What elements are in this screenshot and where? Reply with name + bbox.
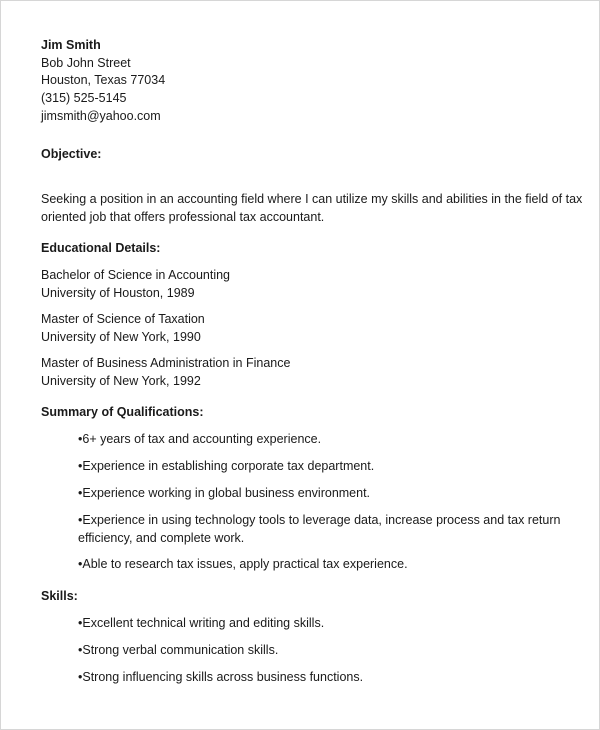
qualification-item: •Experience working in global business environment. [78,486,371,500]
qualifications-heading: Summary of Qualifications: [41,405,204,419]
skill-item: •Excellent technical writing and editing skills. [78,616,325,630]
skill-item: •Strong influencing skills across business functions. [78,670,364,684]
qualification-item: •6+ years of tax and accounting experience. [78,432,322,446]
education-school: University of New York, 1992 [41,374,201,388]
contact-city: Houston, Texas 77034 [41,73,166,87]
education-degree: Master of Business Administration in Finance [41,356,291,370]
contact-email: jimsmith@yahoo.com [41,109,161,123]
skill-item: •Strong verbal communication skills. [78,643,279,657]
skills-heading: Skills: [41,589,78,603]
education-degree: Master of Science of Taxation [41,312,205,326]
qualification-item: •Able to research tax issues, apply practical tax experience. [78,557,408,571]
education-degree: Bachelor of Science in Accounting [41,268,231,282]
contact-phone: (315) 525-5145 [41,91,127,105]
objective-line: oriented job that offers professional tax accountant. [41,210,325,224]
education-school: University of Houston, 1989 [41,286,195,300]
objective-heading: Objective: [41,147,102,161]
education-heading: Educational Details: [41,241,161,255]
qualification-item: •Experience in establishing corporate tax department. [78,459,375,473]
contact-street: Bob John Street [41,56,131,70]
qualification-item-continued: efficiency, and complete work. [78,531,245,545]
qualification-item: •Experience in using technology tools to leverage data, increase process and tax return [78,513,561,527]
contact-name: Jim Smith [41,38,101,52]
education-school: University of New York, 1990 [41,330,201,344]
objective-line: Seeking a position in an accounting field where I can utilize my skills and abilities in the field of tax [41,192,583,206]
